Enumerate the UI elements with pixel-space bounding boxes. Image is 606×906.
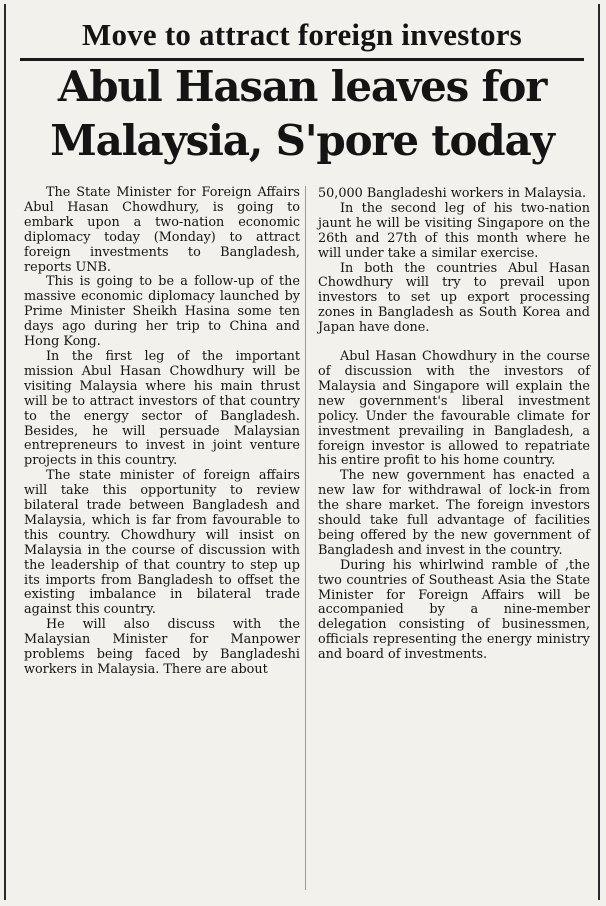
paragraph: 50,000 Bangladeshi workers in Malaysia. xyxy=(318,186,587,201)
kicker: Move to attract foreign investors xyxy=(82,17,522,52)
paragraph: The state minister of foreign affairs will take this opportunity to review bilateral trade between Bangladesh and Malaysia, which is far from favourable to this country. Chowdhury will insist on Malaysia in the course of discussion with the leadership of that country to step up its imports from Bangladesh to offset the existing imbalance in bilateral trade against this country. xyxy=(24,468,300,618)
paragraph: During his whirlwind ramble of ,the two countries of Southeast Asia the State Minister for Foreign Affairs will be accompanied by a nine-member delegation consisting of businessmen, officials representing the energy ministry and board of investments. xyxy=(318,557,590,663)
paragraph: In the first leg of the important mission Abul Hasan Chowdhury will be visiting Malaysia where his main thrust will be to attract investors of that country to the energy sector of Bangladesh. Besides, he will persuade Malaysian entrepreneurs to invest in joint venture projects in this country. xyxy=(24,348,300,469)
paragraph: The State Minister for Foreign Affairs Abul Hasan Chowdhury, is going to embark upon a two-nation economic diplomacy today (Monday) to attract foreign investments to Bangladesh, reports UNB. xyxy=(24,185,300,275)
article-column-left xyxy=(24,186,300,678)
paragraph: Abul Hasan Chowdhury in the course of discussion with the investors of Malaysia and Singapore will explain the new government's liberal investment policy. Under the favourable climate for investment prevailing in Bangladesh, a foreign investor is allowed to repatriate his entire profit to his home country. xyxy=(318,349,590,469)
column-divider xyxy=(305,186,306,890)
paragraph: This is going to be a follow-up of the massive economic diplomacy launched by Prime Minister Sheikh Hasina some ten days ago during her trip to China and Hong Kong. xyxy=(24,274,300,350)
article-column-right xyxy=(318,187,590,663)
headline xyxy=(6,60,598,168)
paragraph: The new government has enacted a new law for withdrawal of lock-in from the share market. The foreign investors should take full advantage of facilities being offered by the new government of Bangladesh and invest in the country. xyxy=(318,468,590,558)
paragraph: In both the countries Abul Hasan Chowdhury will try to prevail upon investors to set up export processing zones in Bangladesh as South Korea and Japan have done. xyxy=(318,260,590,336)
paragraph: In the second leg of his two-nation jaunt he will be visiting Singapore on the 26th and 27th of this month where he will under take a similar exercise. xyxy=(318,200,590,261)
paragraph: He will also discuss with the Malaysian Minister for Manpower problems being faced by Bangladeshi workers in Malaysia. There are about xyxy=(24,617,300,677)
headline-line-2: Malaysia, S'pore today xyxy=(50,116,554,165)
headline-line-1: Abul Hasan leaves for xyxy=(57,62,547,111)
